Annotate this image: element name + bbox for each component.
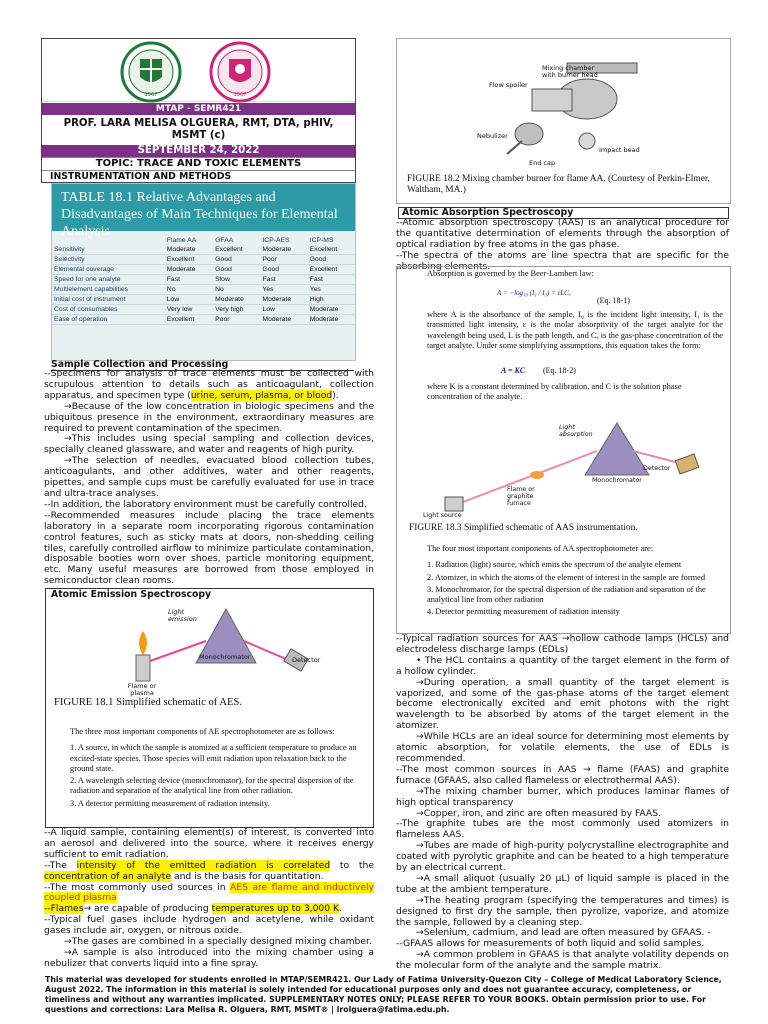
end-cap-label: End cap (529, 159, 556, 167)
eq1-number: (Eq. 18-1) (597, 296, 630, 305)
beer-where: where A is the absorbance of the sample, I₀ is the incident light intensity, I₁ is the transmitted light intensity, ε is the molar absorptivity of the target analyte for the wavelength being used, L is the path length, and Cₑ is the gas-phase concentration of the target analyte. Under some simplifying assumptions, this equation takes the form: (427, 310, 723, 350)
footer-disclaimer: This material was developed for students enrolled in MTAP/SEMR421. Our Lady of Fatima University-Quezon City – College of Medical Laboratory Science, August 2022. The information in this material is solely intended for educational purposes only and does not guarantee accuracy, completeness, or timeliness and without any warranties implicated. SUPPLEMENTARY NOTES ONLY; PLEASE REFER TO YOUR BOOKS. Obtain permission prior to use. For questions and corrections: Lara Melisa R. Olguera, RMT, MSMT® | lrolguera@fatima.edu.ph. (45, 975, 722, 1015)
table-cell: Fast (166, 276, 180, 283)
table-cell: Excellent (166, 256, 195, 263)
table-row (52, 305, 355, 315)
aes-t1: --A liquid sample, containing element(s) of interest, is converted into an aerosol and delivered into the source, where it receives energy sufficient to emit radiation. (44, 827, 374, 860)
aas-source-label: Light source (423, 512, 462, 519)
topic-title: TOPIC: TRACE AND TOXIC ELEMENTS (42, 157, 355, 170)
aas-components (427, 544, 723, 620)
table-cell: Sensitivity (54, 246, 85, 253)
sample-p2: →Because of the low concentration in biologic specimens and the ubiquitous presence in the environment, extraordinary measures are required to prevent contamination of the specimen. (44, 400, 374, 434)
professor-name: PROF. LARA MELISA OLGUERA, RMT, DTA, pHIV, MSMT (c) (63, 118, 334, 141)
table-cell: Low (166, 296, 180, 303)
aes-flame-label: Flame or plasma (127, 682, 157, 697)
component-item: 3. Monochromator, for the spectral dispersion of the radiation and separation of the analytical line from other radiation (427, 584, 706, 605)
aes-t7: →A sample is also introduced into the mixing chamber using a nebulizer that converts liquid into a fine spray. (44, 946, 374, 969)
table-cell: Selectivity (54, 256, 85, 263)
aes-t3: --The most commonly used sources in AES are flame and inductively coupled plasma (44, 881, 374, 904)
aes-mono-label: Monochromator (199, 653, 251, 661)
table-cell: Moderate (215, 296, 244, 303)
advantages-table (52, 231, 355, 325)
table-cell: Cost of consumables (54, 306, 118, 313)
instrumentation-heading: INSTRUMENTATION AND METHODS (42, 170, 355, 182)
component-item: 1. A source, in which the sample is atomized at a sufficient temperature to produce an excited-state species. Those species will emit radiation upon relaxation back to the ground state. (70, 743, 357, 773)
table-cell: Excellent (309, 266, 338, 273)
svg-text:1967: 1967 (144, 92, 158, 98)
date-band: SEPTEMBER 24, 2022 (42, 145, 355, 157)
beer-intro: Absorption is governed by the Beer-Lambert law: (427, 269, 594, 278)
table-col-header: Flame AA (166, 237, 197, 244)
aas-flame (530, 471, 544, 479)
sample-p1: --Specimens for analysis of trace elements must be collected with scrupulous attention to details such as anticoagulant, collection apparatus, and specimen type (urine, serum, plasma, or blood). (44, 368, 374, 401)
aas-lamp (445, 497, 463, 511)
course-band: MTAP - SEMR421 (42, 103, 355, 115)
aas-r3: →During operation, a small quantity of the target element is vaporized, and some of the gas-phase atoms of the target element become electronically excited and emit photons with the right wavelength to be absorbed by atoms of the target element in the atomizer. (396, 676, 729, 732)
aas-r7: →Copper, iron, and zinc are often measured by FAAS. (416, 807, 661, 819)
flow-spoiler-label: Flow spoiler (489, 81, 528, 89)
table-cell: Moderate (166, 266, 196, 273)
table-cell: No (215, 286, 224, 293)
table-cell: Moderate (262, 246, 292, 253)
aes-t4: --Flames→ are capable of producing temperatures up to 3,000 K. (44, 903, 342, 915)
aes-intro: The three most important components of AE spectrophotometer are as follows: (70, 727, 335, 736)
aas-r14: →A common problem in GFAAS is that analyte volatility depends on the molecular form of the analyte and the sample matrix. (396, 949, 729, 972)
aas-r2: • The HCL contains a quantity of the target element in the form of a hollow cylinder. (396, 654, 729, 677)
table-cell: Initial cost of instrument (54, 296, 126, 303)
nebulizer-label: Nebulizer (477, 132, 508, 140)
aes-caption: FIGURE 18.1 Simplified schematic of AES. (54, 697, 243, 708)
table-cell: Moderate (309, 306, 339, 313)
table-title: TABLE 18.1 Relative Advantages and Disadvantages of Main Techniques for Elemental Analysis (52, 184, 355, 231)
fig182-caption: FIGURE 18.2 Mixing chamber burner for flame AA. (Courtesy of Perkin-Elmer, Waltham, MA.) (407, 174, 710, 195)
table-cell: High (309, 296, 324, 303)
table-cell: Excellent (215, 246, 243, 253)
fatima-logo-left (120, 41, 182, 103)
aas-mono-label: Monochromator (592, 477, 642, 484)
table-cell: Excellent (166, 316, 195, 323)
table-row (52, 315, 355, 325)
svg-text:1967: 1967 (233, 92, 247, 98)
beer-k: where K is a constant determined by calibration, and C is the solution phase concentration of the analyte. (427, 382, 682, 402)
aes-text (44, 828, 374, 970)
sample-text (44, 369, 374, 587)
sample-p5: --In addition, the laboratory environment must be carefully controlled. (44, 498, 367, 510)
aes-schematic (136, 601, 316, 681)
aas-r10: →A small aliquot (usually 20 μL) of liquid sample is placed in the tube at the ambient temperature. (396, 872, 729, 895)
table-cell: Fast (262, 276, 276, 283)
table-cell: Yes (309, 286, 321, 293)
aas-text (396, 634, 729, 972)
aas-p2: --The spectra of the atoms are line spectra that are specific for the absorbing elements. (396, 249, 729, 272)
table-cell: Very high (215, 306, 244, 313)
eq2-number: (Eq. 18-2) (543, 366, 576, 375)
course-header (41, 38, 356, 183)
aes-t6: →The gases are combined in a specially designed mixing chamber. (64, 936, 372, 948)
table-col-header: GFAA (215, 237, 234, 244)
table-cell: Slow (215, 276, 230, 283)
table-cell: Good (215, 266, 232, 273)
component-item: 2. A wavelength selecting device (monochromator), for the spectral dispersion of the radiation and separation of the analytical line from other radiation. (70, 776, 354, 796)
aas-r13: --GFAAS allows for measurements of both liquid and solid samples. (396, 938, 705, 950)
table-cell: Multielement capabilities (54, 286, 129, 293)
table-cell: Good (262, 266, 280, 273)
table-cell: Moderate (262, 296, 292, 303)
aas-detector-block (675, 454, 699, 474)
beer-equation-1: A = −log₁₀ (I₁ / I₀) = εLCₑ (497, 289, 571, 297)
component-item: 4. Detector permitting measurement of radiation intensity (427, 607, 620, 617)
aas-detector-label: Detector (643, 465, 671, 472)
aas-figure-box (396, 266, 731, 634)
table-row (52, 275, 355, 285)
table-18-1 (51, 183, 356, 361)
aas-p1: --Atomic absorption spectroscopy (AAS) is an analytical procedure for the quantitative determination of elements through the absorption of optical radiation by free atoms in the gas phase. (396, 217, 729, 250)
table-cell: Excellent (309, 246, 338, 253)
table-col-header: ICP-MS (309, 237, 334, 244)
flame-icon (128, 629, 158, 684)
specimen-highlight: urine, serum, plasma, or blood (190, 389, 333, 401)
aas-r4: →While HCLs are an ideal source for determining most elements by atomic absorption, for volatile elements, the use of EDLs is recommended. (396, 731, 729, 764)
table-row (52, 245, 355, 255)
logos-row (42, 39, 355, 102)
aes-light-label: Light emission (168, 608, 197, 623)
beer-equation-2: A = KC (501, 366, 526, 375)
figure-18-2 (396, 38, 731, 204)
table-cell: No (166, 286, 176, 293)
table-cell: Good (309, 256, 327, 263)
aas-r1: --Typical radiation sources for AAS →hollow cathode lamps (HCLs) and electrodeless discharge lamps (EDLs) (396, 633, 729, 655)
mixing-label: Mixing chamber with burner head (542, 64, 598, 79)
table-cell: Elemental coverage (54, 266, 115, 273)
aas-r6: →The mixing chamber burner, which produces laminar flames of high optical transparency (396, 785, 729, 808)
table-cell: Moderate (262, 316, 292, 323)
table-cell: Ease of operation (54, 316, 108, 323)
table-row (52, 265, 355, 275)
aes-box (45, 588, 374, 828)
table-cell: Good (215, 256, 232, 263)
sample-p4: →The selection of needles, evacuated blood collection tubes, anticoagulants, and other additives, water and other reagents, pipettes, and sample cups must be carefully evaluated for use in trace and ultra-trace analyses. (44, 455, 374, 499)
aas-r11: →The heating program (specifying the temperatures and times) is designed to first dry the sample, then pyrolize, vaporize, and atomize the sample, followed by a cleaning step. (396, 894, 729, 928)
component-item: 1. Radiation (light) source, which emits the spectrum of the analyte element (427, 560, 682, 570)
table-cell: Poor (215, 316, 230, 323)
aas-r9: →Tubes are made of high-purity polycrystalline electrographite and coated with pyrolytic graphite and can be heated to a high temperature by an electrical current. (396, 840, 729, 874)
table-cell: Fast (309, 276, 323, 283)
aas-intro-text (396, 218, 729, 273)
aas-r8: --The graphite tubes are the most commonly used atomizers in flameless AAS. (396, 818, 729, 841)
component-item: 2. Atomizer, in which the atoms of the element of interest in the sample are formed (427, 572, 706, 582)
table-cell: Yes (262, 286, 274, 293)
table-cell: Moderate (166, 246, 196, 253)
table-row (52, 255, 355, 265)
table-cell: Very low (166, 306, 193, 313)
sample-p6: --Recommended measures include placing the trace elements laboratory in a separate room incorporating rigorous contamination control features, such as sticky mats at doors, non-shedding ceiling tiles, carefully controlled airflow to minimize particulate contamination, disposable booties worn over shoes, particle monitoring equipment, etc. Many useful measures are borrowed from those employed in semiconductor clean rooms. (44, 509, 374, 587)
aas-intro: The four most important components of AA spectrophotometer are: (427, 544, 654, 553)
sample-heading: Sample Collection and Processing (51, 360, 354, 371)
component-item: 3. A detector permitting measurement of radiation intensity. (70, 798, 270, 808)
table-cell: Poor (262, 256, 277, 263)
aas-caption: FIGURE 18.3 Simplified schematic of AAS instrumentation. (409, 523, 638, 533)
aas-light-abs-label: Light absorption (559, 424, 593, 438)
aas-r12: →Selenium, cadmium, and lead are often measured by GFAAS. - (416, 927, 711, 939)
table-row (52, 285, 355, 295)
aas-heading: Atomic Absorption Spectroscopy (398, 207, 729, 219)
aes-t5: --Typical fuel gases include hydrogen and acetylene, while oxidant gases include air, oxygen, or nitrous oxide. (44, 914, 374, 937)
aes-components (70, 727, 362, 811)
fatima-logo-right (209, 41, 271, 103)
impact-bead-label: Impact bead (599, 146, 640, 154)
table-cell: Low (262, 306, 275, 313)
aes-heading: Atomic Emission Spectroscopy (51, 589, 212, 600)
emission-ray (150, 641, 206, 661)
aas-flame-label: Flame or graphite furnace (507, 486, 535, 507)
table-row (52, 295, 355, 305)
sample-p3: →This includes using special sampling and collection devices, specially cleaned glassware, and water and reagents of high purity. (44, 433, 374, 456)
aas-r5: --The most common sources in AAS → flame (FAAS) and graphite furnace (GFAAS, also called flameless or electrothermal AAS). (396, 763, 729, 786)
table-cell: Speed for one analyte (54, 276, 121, 283)
aes-detector-label: Detector (292, 656, 321, 664)
table-col-header: ICP-AES (262, 237, 290, 244)
table-cell: Moderate (309, 316, 339, 323)
aes-t2: --The intensity of the emitted radiation is correlated to the concentration of an analyte and is the basis for quantitation. (44, 859, 375, 882)
